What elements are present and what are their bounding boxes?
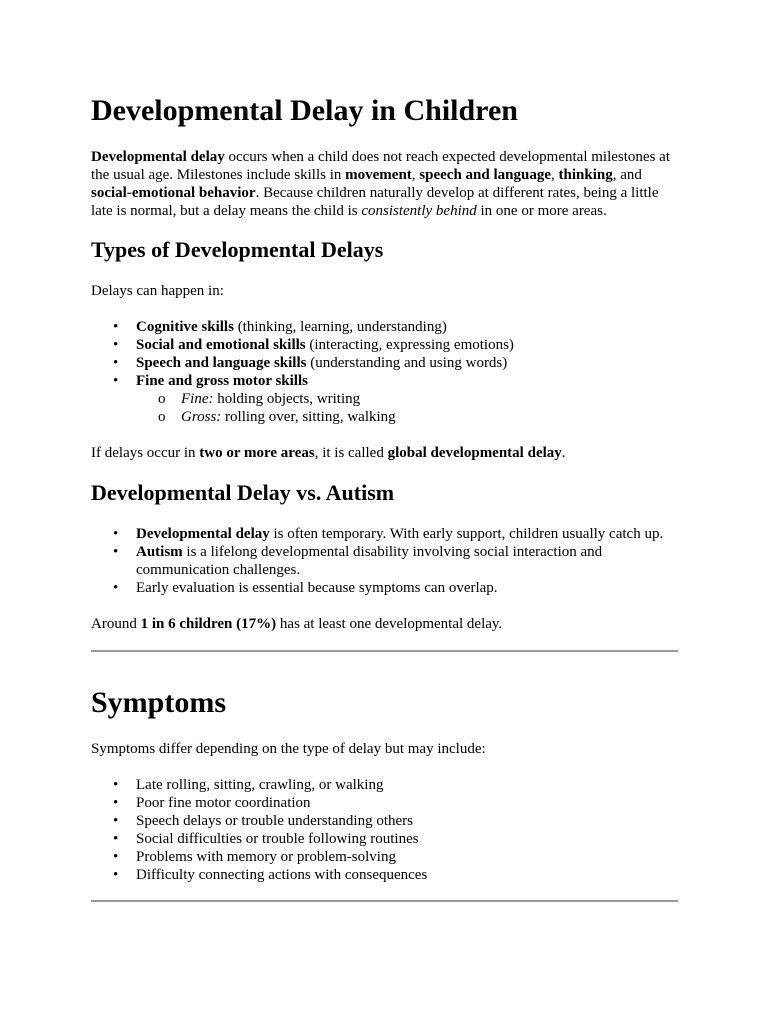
symptoms-list — [91, 776, 678, 884]
types-list — [91, 318, 678, 426]
list-item-text: Early evaluation is essential because symptoms can overlap. — [136, 580, 498, 596]
list-item-text: is a lifelong developmental disability involving social interaction and communication challenges. — [136, 544, 603, 578]
list-item-text: (interacting, expressing emotions) — [305, 337, 514, 353]
intro-comma-1: , — [411, 167, 420, 183]
list-item-text: is often temporary. With early support, children usually catch up. — [269, 526, 664, 542]
autism-list — [91, 525, 678, 597]
intro-social: social-emotional behavior — [91, 185, 256, 201]
list-item — [91, 543, 678, 579]
global-bold-1: two or more areas — [199, 445, 315, 461]
list-item-bold: Social and emotional skills — [136, 337, 306, 353]
intro-text-1: occurs when a child does not reach expected developmental milestones at the usual age. Milestones include skills in — [91, 149, 670, 183]
global-text-2: , it is called — [314, 445, 388, 461]
intro-term: Developmental delay — [91, 149, 225, 165]
section-divider — [91, 650, 678, 652]
list-item: • Late rolling, sitting, crawling, or walking — [91, 776, 678, 794]
sublist-item-em: Fine: — [181, 391, 214, 407]
motor-sublist — [136, 390, 678, 426]
intro-text-2: . Because children naturally develop at different rates, being a little late is normal, but a delay means the child is — [91, 185, 659, 219]
sublist-item — [136, 408, 678, 426]
list-item-text: (thinking, learning, understanding) — [233, 319, 447, 335]
sublist-item-em: Gross: — [181, 409, 222, 425]
intro-movement: movement — [345, 167, 412, 183]
intro-comma-3: , and — [612, 167, 642, 183]
stat-text-2: has at least one developmental delay. — [276, 616, 503, 632]
stat-text-1: Around — [91, 616, 141, 632]
list-item — [91, 579, 678, 597]
intro-text-3: in one or more areas. — [476, 203, 607, 219]
intro-paragraph — [91, 148, 678, 220]
section-divider — [91, 900, 678, 902]
list-item: • Problems with memory or problem-solving — [91, 848, 678, 866]
list-item: • Poor fine motor coordination — [91, 794, 678, 812]
list-item-bold: Speech and language skills — [136, 355, 307, 371]
list-item: • Difficulty connecting actions with consequences — [91, 866, 678, 884]
global-bold-2: global developmental delay — [387, 445, 562, 461]
global-delay-paragraph — [91, 444, 678, 462]
list-item-bold: Developmental delay — [136, 526, 270, 542]
list-item — [91, 372, 678, 426]
autism-heading: Developmental Delay vs. Autism — [91, 480, 395, 505]
sublist-item — [136, 390, 678, 408]
intro-behind: consistently behind — [361, 203, 477, 219]
list-item-bold: Cognitive skills — [136, 319, 234, 335]
symptoms-heading: Symptoms — [91, 686, 227, 719]
global-text-1: If delays occur in — [91, 445, 200, 461]
intro-comma-2: , — [551, 167, 559, 183]
page-title: Developmental Delay in Children — [91, 94, 518, 127]
global-text-3: . — [561, 445, 566, 461]
sublist-item-text: rolling over, sitting, walking — [221, 409, 396, 425]
types-lead: Delays can happen in: — [91, 283, 224, 299]
sublist-item-text: holding objects, writing — [213, 391, 361, 407]
list-item: • Speech delays or trouble understanding others — [91, 812, 678, 830]
list-item — [91, 525, 678, 543]
list-item-bold: Autism — [136, 544, 183, 560]
list-item — [91, 336, 678, 354]
list-item — [91, 354, 678, 372]
symptoms-lead: Symptoms differ depending on the type of delay but may include: — [91, 741, 486, 757]
list-item-text: (understanding and using words) — [306, 355, 508, 371]
stat-bold: 1 in 6 children (17%) — [140, 616, 277, 632]
list-item-bold: Fine and gross motor skills — [136, 373, 308, 389]
list-item: • Social difficulties or trouble following routines — [91, 830, 678, 848]
types-heading: Types of Developmental Delays — [91, 237, 384, 262]
intro-speech: speech and language — [419, 167, 551, 183]
list-item — [91, 318, 678, 336]
stat-paragraph — [91, 615, 678, 633]
intro-thinking: thinking — [558, 167, 613, 183]
